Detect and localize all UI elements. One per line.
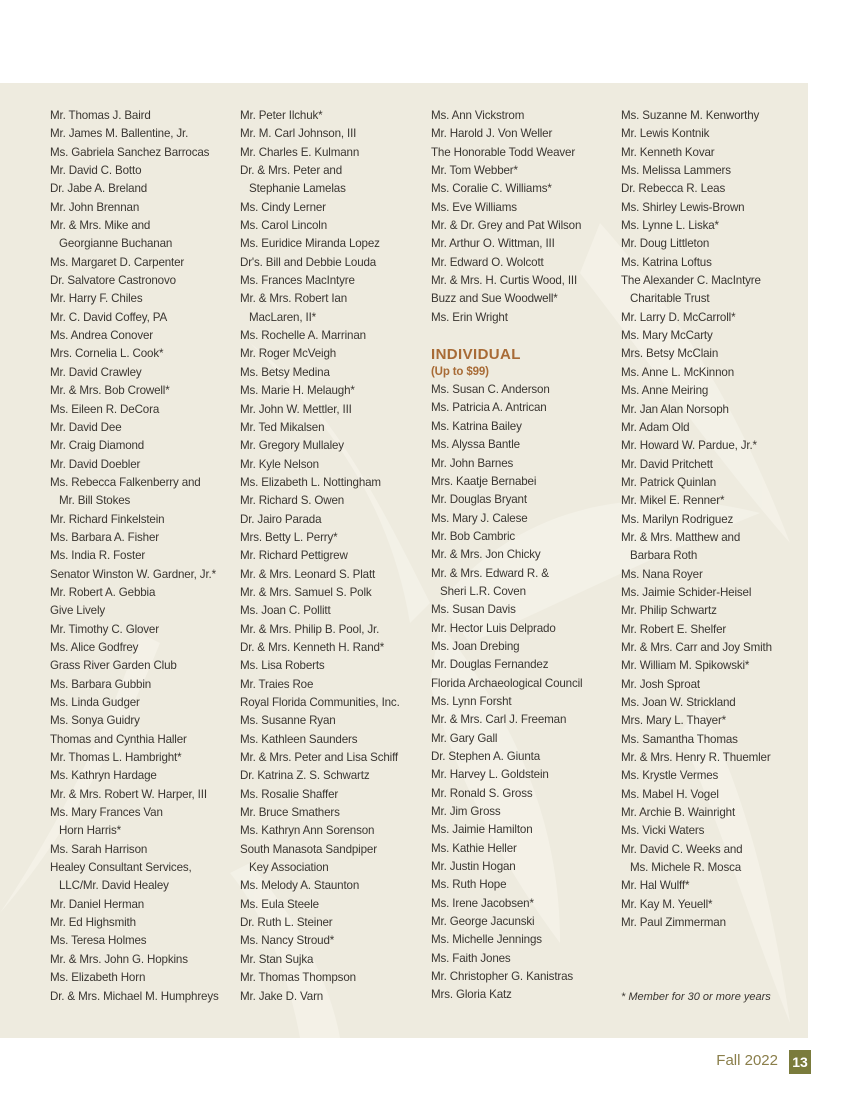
donor-name: Ms. Ann Vickstrom: [431, 109, 525, 122]
donor-name: Florida Archaeological Council: [431, 676, 583, 690]
donor-name: Ms. Nana Royer: [621, 567, 703, 581]
donor-name: Mr. Edward O. Wolcott: [431, 255, 544, 269]
donor-name: Dr. Stephen A. Giunta: [431, 750, 540, 763]
donor-name: Mrs. Mary L. Thayer*: [621, 714, 727, 728]
donor-name: Healey Consultant Services,: [50, 861, 192, 875]
donor-name: Dr. & Mrs. Michael M. Humphreys: [50, 989, 219, 1003]
section-subheading: (Up to $99): [431, 366, 489, 379]
donor-name: Mr. Ronald S. Gross: [431, 786, 533, 800]
donor-name: Mr. Bob Cambric: [431, 529, 516, 543]
donor-column-2: [240, 107, 425, 1006]
donor-name: Ms. Anne Meiring: [621, 384, 709, 398]
donor-name: Ms. Anne L. McKinnon: [621, 365, 734, 379]
donor-name: Ms. Kathryn Hardage: [50, 769, 157, 783]
donor-name: Mr. Douglas Fernandez: [431, 658, 549, 672]
donor-name: Ms. Carol Lincoln: [240, 219, 328, 233]
donor-name: Mr. Bruce Smathers: [240, 806, 340, 820]
donor-name: Ms. Vicki Waters: [621, 824, 705, 838]
donor-name: Mr. Harold J. Von Weller: [431, 127, 553, 141]
issue-season: Fall 2022: [716, 1052, 778, 1069]
donor-name: Mr. Lewis Kontnik: [621, 127, 710, 141]
donor-name: Mr. Justin Hogan: [431, 860, 516, 874]
donor-name: Mr. & Mrs. Robert W. Harper, III: [50, 787, 207, 801]
donor-name: Mr. & Mrs. Matthew and: [621, 530, 741, 544]
donor-column-3: [431, 107, 616, 1005]
donor-name: Dr. & Mrs. Peter and: [240, 164, 343, 178]
donor-name: Mr. Bill Stokes: [59, 494, 131, 508]
donor-name: Mr. Thomas J. Baird: [50, 109, 151, 122]
donor-name: Mr. Thomas Thompson: [240, 971, 356, 985]
donor-name: Horn Harris*: [59, 824, 121, 838]
donor-name: Dr. Katrina Z. S. Schwartz: [240, 769, 370, 783]
donor-name: Mr. Tom Webber*: [431, 164, 518, 178]
donor-name: Dr. Jabe A. Breland: [50, 182, 148, 196]
donor-name: Ms. Michelle Jennings: [431, 933, 542, 947]
donor-name: Ms. Betsy Medina: [240, 365, 330, 379]
donor-name: Dr. Ruth L. Steiner: [240, 916, 333, 930]
donor-name: Mr. Hector Luis Delprado: [431, 621, 556, 635]
donor-name: Mr. Jim Gross: [431, 805, 501, 819]
donor-name: Ms. Joan C. Pollitt: [240, 604, 331, 618]
donor-name: Ms. Gabriela Sanchez Barrocas: [50, 145, 210, 159]
donor-name: Mr. John Barnes: [431, 456, 514, 470]
donor-name: Charitable Trust: [630, 292, 710, 306]
donor-name: Ms. Katrina Bailey: [431, 419, 522, 433]
donor-name: Mrs. Kaatje Bernabei: [431, 474, 537, 488]
donor-name: Thomas and Cynthia Haller: [50, 732, 187, 746]
donor-name: Ms. Linda Gudger: [50, 696, 140, 709]
donor-name: Barbara Roth: [630, 549, 698, 563]
donor-column-4: [621, 107, 806, 932]
individual-donor-list: [431, 381, 616, 1005]
donor-name: Ms. Barbara Gubbin: [50, 677, 152, 691]
donor-name: Ms. Patricia A. Antrican: [431, 401, 547, 415]
donor-name: Mr. C. David Coffey, PA: [50, 310, 168, 324]
donor-name: Ms. Elizabeth Horn: [50, 971, 146, 985]
donor-name: Ms. Teresa Holmes: [50, 934, 147, 948]
donor-name: Ms. Frances MacIntyre: [240, 274, 355, 288]
donor-name: Ms. Sarah Harrison: [50, 842, 148, 856]
donor-name: Mr. & Mrs. Mike and: [50, 219, 151, 233]
donor-name: Mr. Philip Schwartz: [621, 604, 717, 618]
donor-name: Ms. Erin Wright: [431, 310, 508, 324]
donor-name: Mr. & Mrs. Edward R. &: [431, 566, 549, 580]
donor-name: Mr. & Mrs. Henry R. Thuemler: [621, 751, 771, 765]
donor-name: Ms. Suzanne M. Kenworthy: [621, 109, 760, 122]
donor-name: Dr's. Bill and Debbie Louda: [240, 255, 377, 269]
donor-name: Mr. William M. Spikowski*: [621, 659, 750, 673]
donor-name: Dr. Jairo Parada: [240, 512, 322, 526]
donor-name: Mr. David Dee: [50, 420, 122, 434]
footnote: * Member for 30 or more years: [621, 991, 771, 1003]
donor-name: Mr. Arthur O. Wittman, III: [431, 237, 555, 251]
donor-name: The Alexander C. MacIntyre: [621, 274, 761, 288]
donor-name: Ms. Eula Steele: [240, 897, 319, 911]
donor-name: Grass River Garden Club: [50, 659, 177, 673]
donor-name: Mr. Larry D. McCarroll*: [621, 310, 736, 324]
donor-name: Ms. Susanne Ryan: [240, 714, 336, 728]
page-footer: [0, 1050, 850, 1074]
donor-name: Mr. & Mrs. Bob Crowell*: [50, 384, 170, 398]
donor-name: Mr. Peter Ilchuk*: [240, 109, 323, 122]
donor-name: Ms. Cindy Lerner: [240, 200, 326, 214]
donor-name: Mr. Timothy C. Glover: [50, 622, 159, 636]
donor-name: Ms. Rochelle A. Marrinan: [240, 329, 366, 343]
donor-name: Buzz and Sue Woodwell*: [431, 292, 558, 306]
donor-name: Mr. Ed Highsmith: [50, 916, 136, 930]
donor-name: Ms. Marilyn Rodriguez: [621, 512, 734, 526]
donor-name: Mrs. Cornelia L. Cook*: [50, 347, 164, 361]
donor-name: Mr. Mikel E. Renner*: [621, 494, 725, 508]
donor-column-1: [50, 107, 235, 1006]
donor-name: Mr. Jake D. Varn: [240, 989, 324, 1003]
donor-name: Ms. Melissa Lammers: [621, 164, 731, 178]
donor-name: Ms. Katrina Loftus: [621, 255, 712, 269]
donor-name: Ms. Mary Frances Van: [50, 806, 163, 820]
donor-name: Ms. Joan Drebing: [431, 639, 520, 653]
donor-name: Mr. Craig Diamond: [50, 439, 145, 453]
donor-name: Mr. John Brennan: [50, 200, 140, 214]
donor-name: Mr. Ted Mikalsen: [240, 420, 325, 434]
donor-name: Mr. David Doebler: [50, 457, 141, 471]
donor-name: Ms. Krystle Vermes: [621, 769, 719, 783]
donor-name: Mr. Kyle Nelson: [240, 457, 319, 471]
donor-name: Mr. David C. Botto: [50, 164, 142, 178]
donor-name: Mr. Howard W. Pardue, Jr.*: [621, 439, 757, 453]
donor-name: Mrs. Gloria Katz: [431, 988, 512, 1002]
donor-name: Mr. & Mrs. Peter and Lisa Schiff: [240, 751, 399, 765]
donor-name: Mr. John W. Mettler, III: [240, 402, 352, 416]
donor-name: Mr. Daniel Herman: [50, 897, 145, 911]
donor-name: Dr. Rebecca R. Leas: [621, 182, 726, 196]
donor-name: Ms. Lynne L. Liska*: [621, 219, 719, 233]
donor-name: Mr. & Dr. Grey and Pat Wilson: [431, 219, 582, 233]
donor-name: Mr. & Mrs. Carr and Joy Smith: [621, 640, 772, 654]
donor-name: Mr. Patrick Quinlan: [621, 475, 717, 489]
donor-name: Mr. Paul Zimmerman: [621, 916, 726, 930]
donor-name: Mr. Josh Sproat: [621, 677, 700, 691]
donor-name: Ms. Melody A. Staunton: [240, 879, 360, 893]
donor-name: Mr. James M. Ballentine, Jr.: [50, 127, 189, 141]
donor-name: Ms. Jaimie Schider-Heisel: [621, 585, 752, 599]
donor-name: Ms. Eileen R. DeCora: [50, 402, 160, 416]
donor-name: Ms. Kathie Heller: [431, 841, 517, 855]
donor-name: Mr. David Pritchett: [621, 457, 713, 471]
donor-name: Ms. Susan C. Anderson: [431, 383, 550, 397]
donor-name: Mr. Robert A. Gebbia: [50, 585, 156, 599]
donor-name: Ms. Margaret D. Carpenter: [50, 255, 185, 269]
donor-name: Ms. Mabel H. Vogel: [621, 787, 719, 801]
donor-name: Mr. & Mrs. John G. Hopkins: [50, 952, 188, 966]
donor-name: Key Association: [249, 861, 329, 875]
donor-name: Ms. Ruth Hope: [431, 878, 507, 892]
donor-name: Ms. Michele R. Mosca: [630, 861, 742, 875]
donor-name: Ms. Rosalie Shaffer: [240, 787, 339, 801]
donor-name: Mr. Robert E. Shelfer: [621, 622, 727, 636]
donor-name: Give Lively: [50, 604, 106, 618]
donor-name: Mr. Richard Pettigrew: [240, 549, 348, 563]
donor-name: Mr. & Mrs. H. Curtis Wood, III: [431, 274, 578, 288]
donor-name: Ms. Elizabeth L. Nottingham: [240, 475, 381, 489]
donor-name: Mr. Christopher G. Kanistras: [431, 970, 574, 984]
donor-name: Mr. Richard Finkelstein: [50, 512, 165, 526]
donor-name: Mr. Kenneth Kovar: [621, 145, 715, 159]
donor-name: Royal Florida Communities, Inc.: [240, 696, 400, 709]
donor-name: Ms. Sonya Guidry: [50, 714, 140, 728]
donor-name: Ms. Rebecca Falkenberry and: [50, 475, 201, 489]
donor-name: Ms. Lynn Forsht: [431, 694, 512, 708]
donor-name: Mr. Stan Sujka: [240, 952, 314, 966]
donor-name: Ms. Irene Jacobsen*: [431, 896, 534, 910]
donor-name: The Honorable Todd Weaver: [431, 145, 576, 159]
donor-name: Georgianne Buchanan: [59, 237, 173, 251]
donor-name: Ms. Coralie C. Williams*: [431, 182, 552, 196]
donor-name: Ms. Kathryn Ann Sorenson: [240, 824, 375, 838]
donor-name: Mr. & Mrs. Jon Chicky: [431, 548, 541, 562]
donor-name: Ms. Andrea Conover: [50, 329, 153, 343]
page-number: 13: [789, 1050, 811, 1074]
donor-name: MacLaren, II*: [249, 310, 317, 324]
donor-name: Ms. Alyssa Bantle: [431, 438, 520, 452]
donor-name: Mr. Traies Roe: [240, 677, 314, 691]
donor-name: Ms. Mary McCarty: [621, 329, 713, 343]
donor-name: Mr. Douglas Bryant: [431, 493, 527, 507]
donor-name: Stephanie Lamelas: [249, 182, 346, 196]
donor-name: Dr. & Mrs. Kenneth H. Rand*: [240, 640, 385, 654]
donor-name: Ms. Kathleen Saunders: [240, 732, 358, 746]
donor-name: Mrs. Betty L. Perry*: [240, 530, 338, 544]
donor-name: Mrs. Betsy McClain: [621, 347, 719, 361]
donor-name: Mr. Roger McVeigh: [240, 347, 337, 361]
donor-name: LLC/Mr. David Healey: [59, 879, 169, 893]
donor-name: Ms. Faith Jones: [431, 951, 511, 965]
donor-name: Mr. Hal Wulff*: [621, 879, 690, 893]
donor-name: Ms. Joan W. Strickland: [621, 696, 736, 709]
donor-name: Mr. Richard S. Owen: [240, 494, 345, 508]
donor-name: Mr. Thomas L. Hambright*: [50, 751, 182, 765]
donor-name: Sheri L.R. Coven: [440, 584, 526, 598]
donor-name: Ms. Lisa Roberts: [240, 659, 325, 673]
donor-name: Ms. Nancy Stroud*: [240, 934, 335, 948]
donor-name: Senator Winston W. Gardner, Jr.*: [50, 567, 216, 581]
donor-name: Ms. Jaimie Hamilton: [431, 823, 533, 837]
donor-name: Ms. Shirley Lewis-Brown: [621, 200, 745, 214]
donor-name: Ms. Mary J. Calese: [431, 511, 528, 525]
donor-name: Mr. Jan Alan Norsoph: [621, 402, 729, 416]
section-heading: INDIVIDUAL: [431, 346, 521, 364]
donor-name: Ms. Euridice Miranda Lopez: [240, 237, 380, 251]
donor-name: Ms. India R. Foster: [50, 549, 146, 563]
donor-name: Ms. Susan Davis: [431, 603, 516, 617]
donor-name: Dr. Salvatore Castronovo: [50, 274, 176, 288]
donor-name: Mr. Harvey L. Goldstein: [431, 768, 549, 782]
donor-name: Mr. Archie B. Wainright: [621, 806, 736, 820]
donor-name: Mr. & Mrs. Samuel S. Polk: [240, 585, 372, 599]
donor-name: Mr. David Crawley: [50, 365, 142, 379]
donor-name: Mr. & Mrs. Robert Ian: [240, 292, 348, 306]
donor-name: Mr. M. Carl Johnson, III: [240, 127, 357, 141]
donor-name: Ms. Eve Williams: [431, 200, 517, 214]
donor-name: Mr. Adam Old: [621, 420, 690, 434]
donor-name: Mr. George Jacunski: [431, 915, 535, 929]
donor-name: Mr. Gregory Mullaley: [240, 439, 344, 453]
donor-name: South Manasota Sandpiper: [240, 842, 377, 856]
donor-name: Mr. & Mrs. Philip B. Pool, Jr.: [240, 622, 380, 636]
donor-name: Mr. David C. Weeks and: [621, 842, 743, 856]
donor-name: Ms. Marie H. Melaugh*: [240, 384, 355, 398]
donor-name: Ms. Alice Godfrey: [50, 640, 139, 654]
donor-name: Mr. Kay M. Yeuell*: [621, 897, 713, 911]
donor-name: Mr. & Mrs. Leonard S. Platt: [240, 567, 376, 581]
donor-name: Mr. Doug Littleton: [621, 237, 710, 251]
donor-name: Mr. Harry F. Chiles: [50, 292, 143, 306]
donor-name: Ms. Barbara A. Fisher: [50, 530, 159, 544]
donor-name: Mr. Charles E. Kulmann: [240, 145, 360, 159]
donor-name: Mr. Gary Gall: [431, 731, 498, 745]
donor-name: Mr. & Mrs. Carl J. Freeman: [431, 713, 567, 727]
donor-name: Ms. Samantha Thomas: [621, 732, 738, 746]
donor-list-panel: [0, 83, 808, 1038]
